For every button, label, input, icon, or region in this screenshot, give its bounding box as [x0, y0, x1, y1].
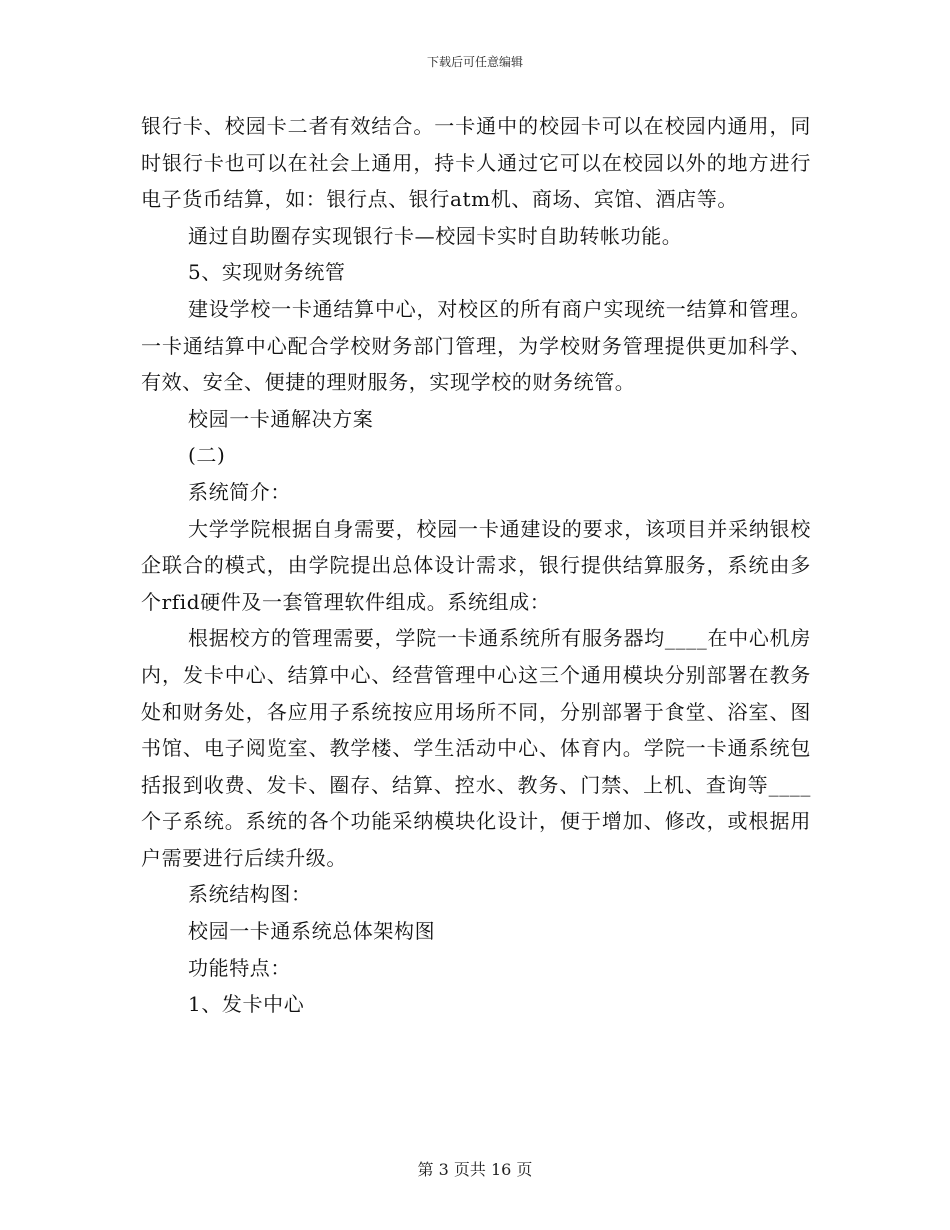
- paragraph-system-intro: 大学学院根据自身需要，校园一卡通建设的要求，该项目并采纳银校企联合的模式，由学院提出总体设计需求，银行提供结算服务，系统由多个rfid硬件及一套管理软件组成。系统组成：: [141, 516, 811, 614]
- section-heading-features: 功能特点：: [188, 955, 291, 980]
- section-heading-intro: 系统简介：: [188, 479, 291, 504]
- paragraph-self-transfer: 通过自助圈存实现银行卡—校园卡实时自助转帐功能。: [188, 223, 683, 248]
- page-header: 下载后可任意编辑: [426, 55, 523, 69]
- figure-caption-architecture: 校园一卡通系统总体架构图: [188, 919, 436, 944]
- section-number-two: (二): [188, 443, 226, 468]
- section-heading-finance: 5、实现财务统管: [188, 260, 346, 285]
- paragraph-card-combination: 银行卡、校园卡二者有效结合。一卡通中的校园卡可以在校园内通用，同时银行卡也可以在社会上通用，持卡人通过它可以在校园以外的地方进行电子货币结算，如：银行点、银行atm机、商场、宾馆、酒店等。: [141, 114, 811, 212]
- paragraph-settlement-center: 建设学校一卡通结算中心，对校区的所有商户实现统一结算和管理。一卡通结算中心配合学校财务部门管理，为学校财务管理提供更加科学、有效、安全、便捷的理财服务，实现学校的财务统管。: [141, 296, 811, 395]
- section-heading-card-center: 1、发卡中心: [188, 992, 305, 1017]
- paragraph-system-composition: 根据校方的管理需要，学院一卡通系统所有服务器均____在中心机房内，发卡中心、结算中心、经营管理中心这三个通用模块分别部署在教务处和财务处，各应用子系统按应用场所不同，分别部署于食堂、浴室、图书馆、电子阅览室、教学楼、学生活动中心、体育内。学院一卡通系统包括报到收费、发卡、圈存、结算、控水、教务、门禁、上机、查询等____个子系统。系统的各个功能采纳模块化设计，便于增加、修改，或根据用户需要进行后续升级。: [141, 626, 811, 870]
- page-footer: 第 3 页共 16 页: [417, 1160, 533, 1179]
- section-heading-structure: 系统结构图：: [188, 882, 312, 907]
- section-heading-solution: 校园一卡通解决方案: [188, 406, 374, 431]
- document-body: [141, 108, 811, 1023]
